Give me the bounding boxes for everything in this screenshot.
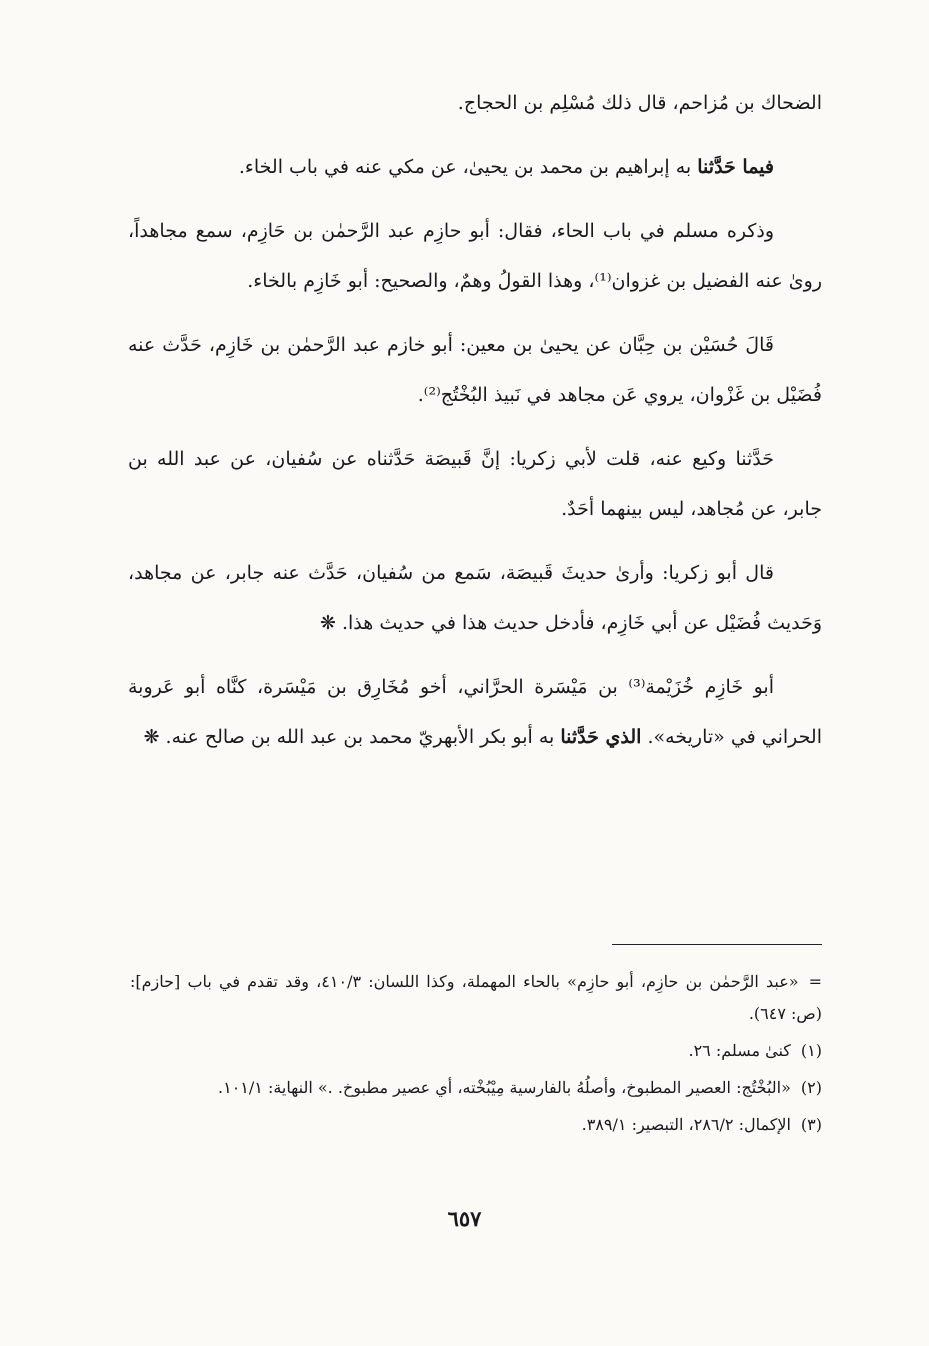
- footnote-continued: =«عبد الرَّحمٰن بن حازِم، أبو حازِم» بالحاء المهملة، وكذا اللسان: ٤١٠/٣، وقد تقدم في باب [حازم]: (ص: ٦٤٧).: [130, 972, 822, 1023]
- paragraph-2: فيما حَدَّثنا به إبراهيم بن محمد بن يحيىٰ، عن مكي عنه في باب الخاء.: [238, 156, 774, 178]
- page-number: ٦٥٧: [447, 1206, 482, 1231]
- paragraph-5: حَدَّثنا وكيع عنه، قلت لأبي زكريا: إنَّ قَبيصَة حَدَّثناه عن سُفيان، عن عبد الله بن جابر، عن مُجاهد، ليس بينهما أحَدٌ.: [128, 448, 822, 520]
- main-text: [128, 78, 822, 776]
- chain-lead: الذي حَدَّثنا: [560, 726, 642, 748]
- paragraph-7: أبو خَازِم خُزَيْمة⁽³⁾ بن مَيْسَرة الحرَّاني، أخو مُخَارِق بن مَيْسَرة، كنَّاه أبو عَروبة الحراني في «تاريخه». الذي حَدَّثنا به أبو بكر الأبهريّ محمد بن عبد الله بن صالح عنه. ❋: [128, 676, 822, 748]
- paragraph-4: قَالَ حُسَيْن بن حِبَّان عن يحيىٰ بن معين: أبو خازم عبد الرَّحمٰن بن خَازِم، حَدَّث عنه فُضَيْل بن غَزْوان، يروي عَن مجاهد في نَبيذ البُخْتُج⁽²⁾.: [128, 334, 822, 406]
- chain-lead: فيما حَدَّثنا: [697, 156, 774, 178]
- footnote-1: (١)كنىٰ مسلم: ٢٦.: [688, 1041, 822, 1060]
- paragraph-3: وذكره مسلم في باب الحاء، فقال: أبو حازِم عبد الرَّحمٰن بن حَازِم، سمع مجاهداً، روىٰ عنه الفضيل بن غزوان⁽¹⁾، وهذا القولُ وهمٌ، والصحيح: أبو خَازِم بالخاء.: [128, 220, 822, 292]
- paragraph-6: قال أبو زكريا: وأرىٰ حديثَ قَبيصَة، سَمع من سُفيان، حَدَّث عنه جابر، عن مجاهد، وَحَديث فُضَيْل عن أبي خَازِم، فأدخل حديث هذا في حديث هذا. ❋: [128, 562, 822, 634]
- footnote-2: (٢)«البُخْتُج: العصير المطبوخ، وأصلُهُ بالفارسية مِيْبُخْته، أي عصير مطبوخ. .» النهاية: ١٠١/١.: [218, 1078, 822, 1097]
- footnote-3: (٣)الإكمال: ٢٨٦/٢، التبصير: ٣٨٩/١.: [581, 1115, 822, 1134]
- footnote-divider: [612, 944, 822, 945]
- paragraph-1: الضحاك بن مُزاحم، قال ذلك مُسْلِم بن الحجاج.: [457, 92, 822, 114]
- footnotes: [130, 966, 822, 1146]
